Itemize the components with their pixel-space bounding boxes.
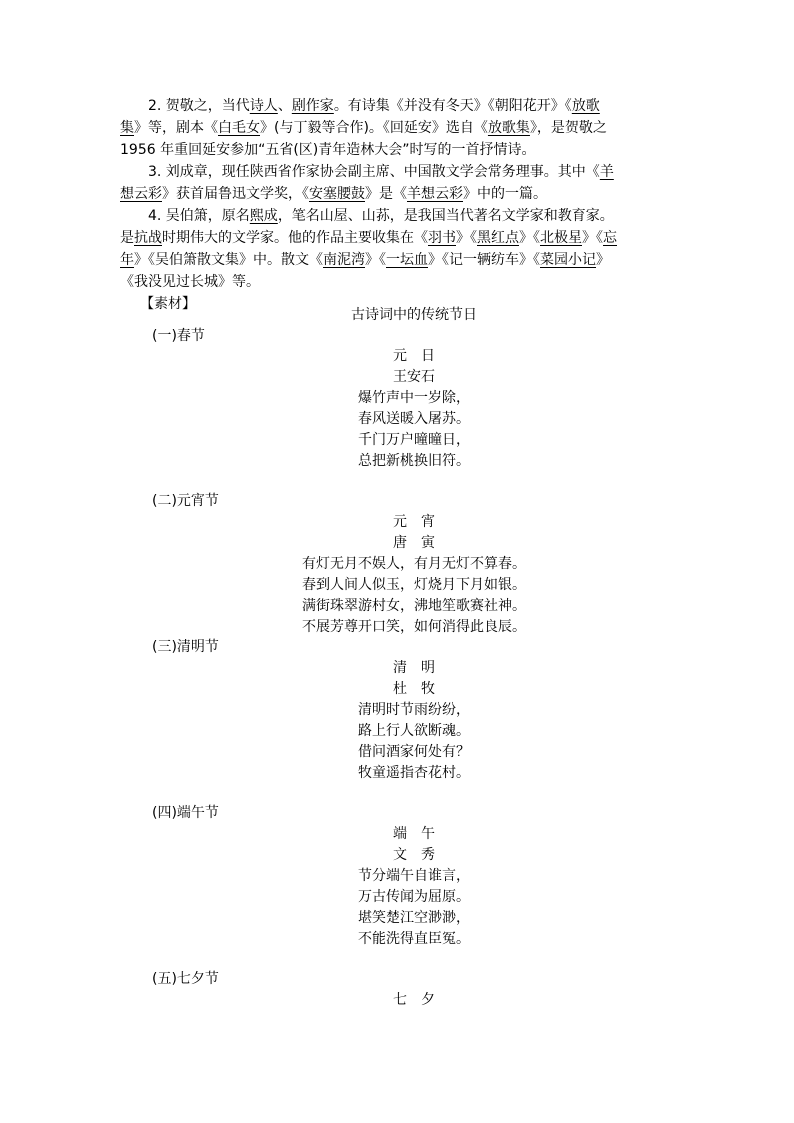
underlined-term: 羊想云彩 bbox=[407, 186, 463, 202]
underlined-term: 想云彩 bbox=[120, 186, 162, 202]
note-text: 》《吴伯箫散文集》中。散文《 bbox=[134, 252, 323, 268]
underlined-term: 羊 bbox=[599, 164, 614, 180]
note-text: 》《记一辆纺车》《 bbox=[428, 252, 540, 268]
note-3-line-2 bbox=[120, 183, 547, 205]
poem-line: 节分端午自谁言， bbox=[358, 868, 470, 884]
underlined-term: 集 bbox=[120, 120, 134, 136]
note-text: 》《 bbox=[582, 230, 603, 246]
poem-line: 清明时节雨纷纷， bbox=[358, 702, 470, 718]
poem-title: 端 午 bbox=[393, 826, 435, 842]
poem-title: 元 宵 bbox=[393, 514, 435, 530]
underlined-term: 忘 bbox=[603, 230, 617, 246]
underlined-term: 年 bbox=[120, 252, 134, 268]
poem-title: 清 明 bbox=[393, 660, 435, 676]
underlined-term: 剧作家 bbox=[291, 98, 334, 114]
underlined-term: 北极星 bbox=[540, 230, 582, 246]
underlined-term: 放歌 bbox=[571, 98, 600, 114]
note-text: 》(与丁毅等合作)。《回延安》选自《 bbox=[260, 120, 488, 136]
note-text: 》《 bbox=[519, 230, 540, 246]
note-text: 。有诗集《并没有冬天》《朝阳花开》《 bbox=[333, 98, 572, 114]
note-text: 》是《 bbox=[365, 186, 407, 202]
note-4-line-4: 《我没见过长城》等。 bbox=[120, 274, 260, 290]
note-4-line-3 bbox=[120, 249, 610, 271]
underlined-term: 安塞腰鼓 bbox=[309, 186, 365, 202]
poem-line: 不能洗得直臣冤。 bbox=[358, 931, 470, 947]
note-text: 》中的一篇。 bbox=[463, 186, 547, 202]
note-text: 》《 bbox=[365, 252, 386, 268]
poem-line: 万古传闻为屈原。 bbox=[358, 889, 470, 905]
note-text: 》，是贺敬之 bbox=[529, 120, 607, 136]
note-2-line-2 bbox=[120, 117, 607, 139]
note-2-line-3: 1956 年重回延安参加“五省(区)青年造林大会”时写的一首抒情诗。 bbox=[120, 142, 536, 158]
poem-line: 总把新桃换旧符。 bbox=[358, 453, 470, 469]
underlined-term: 放歌集 bbox=[487, 120, 530, 136]
section-title: 古诗词中的传统节日 bbox=[351, 307, 477, 323]
note-text: 4. 吴伯箫，原名 bbox=[148, 208, 250, 224]
note-text: 3. 刘成章，现任陕西省作家协会副主席、中国散文学会常务理事。其中《 bbox=[148, 164, 600, 180]
poem-line: 借问酒家何处有？ bbox=[358, 744, 470, 760]
festival-heading: (五)七夕节 bbox=[152, 971, 219, 987]
material-label: 【素材】 bbox=[140, 296, 196, 312]
note-text: 是 bbox=[120, 230, 134, 246]
poem-line: 路上行人欲断魂。 bbox=[358, 723, 470, 739]
underlined-term: 菜园小记 bbox=[540, 252, 596, 268]
underlined-term: 抗战 bbox=[134, 230, 162, 246]
poem-line: 春到人间人似玉，灯烧月下月如银。 bbox=[302, 577, 526, 593]
note-4-line-2 bbox=[120, 227, 617, 249]
poem-author: 文 秀 bbox=[393, 847, 435, 863]
poem-line: 春风送暖入屠苏。 bbox=[358, 411, 470, 427]
note-text: 、 bbox=[277, 98, 292, 114]
underlined-term: 一坛血 bbox=[386, 252, 428, 268]
note-text: 》获首届鲁迅文学奖，《 bbox=[162, 186, 309, 202]
note-text: 》等，剧本《 bbox=[134, 120, 218, 136]
note-2-line-1 bbox=[148, 95, 600, 117]
poem-line: 堪笑楚江空渺渺， bbox=[358, 910, 470, 926]
underlined-term: 南泥湾 bbox=[323, 252, 365, 268]
underlined-term: 羽书 bbox=[428, 230, 456, 246]
festival-heading: (四)端午节 bbox=[152, 805, 219, 821]
poem-author: 杜 牧 bbox=[393, 681, 435, 697]
note-text: 时期伟大的文学家。他的作品主要收集在《 bbox=[162, 230, 428, 246]
note-text: 2. 贺敬之，当代 bbox=[148, 98, 250, 114]
poem-title: 七 夕 bbox=[393, 992, 435, 1008]
poem-title: 元 日 bbox=[393, 348, 435, 364]
poem-author: 王安石 bbox=[393, 369, 435, 385]
poem-line: 有灯无月不娱人，有月无灯不算春。 bbox=[302, 556, 526, 572]
poem-line: 牧童遥指杏花村。 bbox=[358, 765, 470, 781]
note-text: 》 bbox=[596, 252, 610, 268]
note-text: ，笔名山屋、山荪，是我国当代著名文学家和教育家。 bbox=[277, 208, 614, 224]
poem-line: 爆竹声中一岁除， bbox=[358, 390, 470, 406]
festival-heading: (三)清明节 bbox=[152, 639, 219, 655]
underlined-term: 熙成 bbox=[249, 208, 278, 224]
festival-heading: (二)元宵节 bbox=[152, 493, 219, 509]
poem-line: 千门万户曈曈日， bbox=[358, 432, 470, 448]
festival-heading: (一)春节 bbox=[152, 328, 205, 344]
underlined-term: 白毛女 bbox=[218, 120, 260, 136]
note-4-line-1 bbox=[148, 205, 614, 227]
note-text: 》《 bbox=[456, 230, 477, 246]
poem-line: 不展芳尊开口笑，如何消得此良辰。 bbox=[302, 619, 526, 635]
underlined-term: 黑红点 bbox=[477, 230, 519, 246]
poem-line: 满街珠翠游村女，沸地笙歌赛社神。 bbox=[302, 598, 526, 614]
note-3-line-1 bbox=[148, 161, 614, 183]
underlined-term: 诗人 bbox=[249, 98, 278, 114]
poem-author: 唐 寅 bbox=[393, 535, 435, 551]
